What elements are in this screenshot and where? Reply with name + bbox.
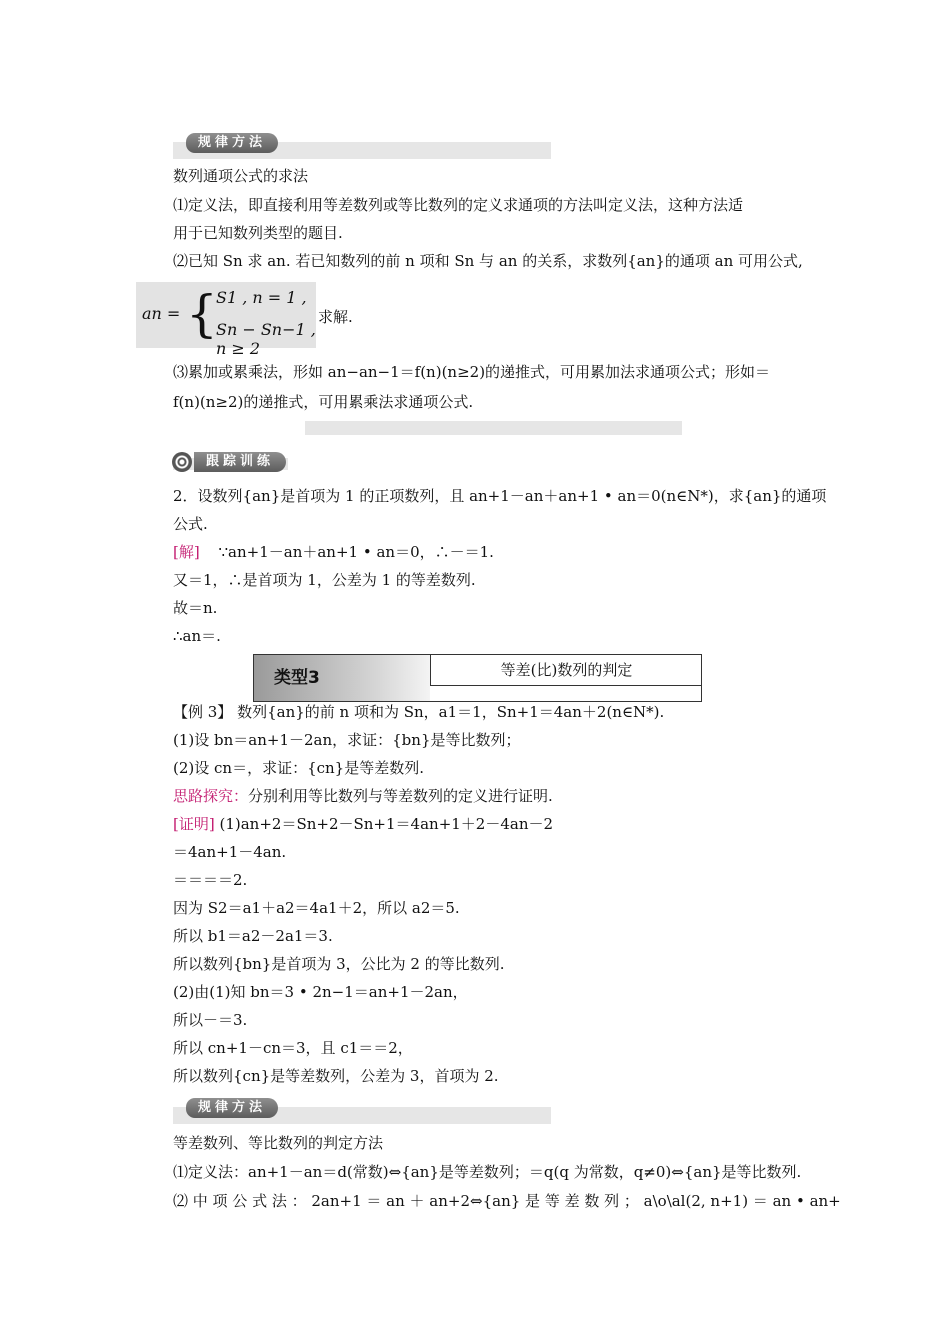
paragraph: ⑵已知 Sn 求 an. 若已知数列的前 n 项和 Sn 与 an 的关系，求数列{an}的通项 an 可用公式, (173, 252, 803, 270)
example-part: (2)设 cn＝，求证：{cn}是等差数列. (173, 759, 424, 777)
proof-line: 所以数列{bn}是首项为 3，公比为 2 的等比数列. (173, 955, 505, 973)
solution-text: ∵an+1－an＋an+1 • an＝0，∴－＝1. (218, 543, 494, 561)
example-part: (1)设 bn＝an+1－2an，求证：{bn}是等比数列； (173, 731, 521, 749)
type-label-bg (254, 655, 430, 701)
paragraph: ⑵ 中 项 公 式 法 ： 2an+1 ＝ an ＋ an+2⇔{an} 是 等 差 数 列 ； a\o\al(2, n+1) ＝ an • an+ (173, 1192, 841, 1210)
proof-line: ＝4an+1－4an. (173, 843, 287, 861)
proof-text: (1)an+2＝Sn+2－Sn+1＝4an+1＋2－4an－2 (214, 815, 554, 833)
example-statement: 【例 3】 数列{an}的前 n 项和为 Sn，a1＝1，Sn+1＝4an＋2(n∈N*). (173, 703, 665, 721)
question: 2．设数列{an}是首项为 1 的正项数列，且 an+1－an＋an+1 • an＝0(n∈N*)，求{an}的通项 (173, 487, 827, 505)
paragraph: ⑶累加或累乘法，形如 an−an−1＝f(n)(n≥2)的递推式，可用累加法求通项公式；形如＝ (173, 363, 771, 381)
formula-case-2: Sn − Sn−1 , n ≥ 2 (216, 320, 316, 358)
paragraph: ⑴定义法：an+1－an＝d(常数)⇔{an}是等差数列；＝q(q 为常数，q≠0)⇔{an}是等比数列. (173, 1163, 802, 1181)
method-tag: 规律方法 (186, 1098, 278, 1118)
target-icon (172, 452, 192, 472)
proof-line: ＝＝＝＝2. (173, 871, 248, 889)
practice-tag: 跟踪训练 (194, 452, 286, 472)
hint-line (173, 786, 553, 806)
divider-bar (305, 421, 682, 435)
type-label: 类型3 (274, 668, 320, 688)
solution-line: 又＝1，∴是首项为 1，公差为 1 的等差数列. (173, 571, 476, 589)
solution-line: 故＝n. (173, 599, 218, 617)
formula-lhs: an = (142, 304, 181, 323)
formula-image (136, 282, 316, 358)
proof-line: 所以 cn+1－cn＝3，且 c1＝＝2， (173, 1039, 413, 1057)
hint-text: 分别利用等比数列与等差数列的定义进行证明. (248, 787, 553, 805)
proof-line: 所以 b1＝a2－2a1＝3. (173, 927, 333, 945)
paragraph: 用于已知数列类型的题目. (173, 224, 343, 242)
section-heading: 数列通项公式的求法 (173, 167, 309, 185)
solution-label: [解] (173, 543, 200, 561)
hint-label: 思路探究： (173, 787, 249, 805)
proof-line (173, 814, 553, 834)
formula-case-1: S1 , n = 1 , (216, 288, 307, 307)
solution-line: ∴an＝. (173, 627, 221, 645)
proof-line: (2)由(1)知 bn＝3 • 2n−1＝an+1－2an， (173, 983, 468, 1001)
type-box (253, 654, 702, 702)
proof-line: 所以－＝3. (173, 1011, 248, 1029)
type-title: 等差(比)数列的判定 (430, 655, 702, 686)
paragraph: f(n)(n≥2)的递推式，可用累乘法求通项公式. (173, 393, 474, 411)
proof-line: 所以数列{cn}是等差数列，公差为 3，首项为 2. (173, 1067, 499, 1085)
proof-line: 因为 S2＝a1＋a2＝4a1＋2，所以 a2＝5. (173, 899, 460, 917)
section-heading: 等差数列、等比数列的判定方法 (173, 1134, 384, 1152)
proof-label: [证明] (173, 815, 215, 833)
method-tag: 规律方法 (186, 133, 278, 153)
solution-line (173, 542, 494, 562)
question: 公式. (173, 515, 208, 533)
formula-suffix: 求解. (318, 308, 353, 326)
paragraph: ⑴定义法，即直接利用等差数列或等比数列的定义求通项的方法叫定义法，这种方法适 (173, 196, 744, 214)
formula-brace: { (186, 285, 218, 343)
